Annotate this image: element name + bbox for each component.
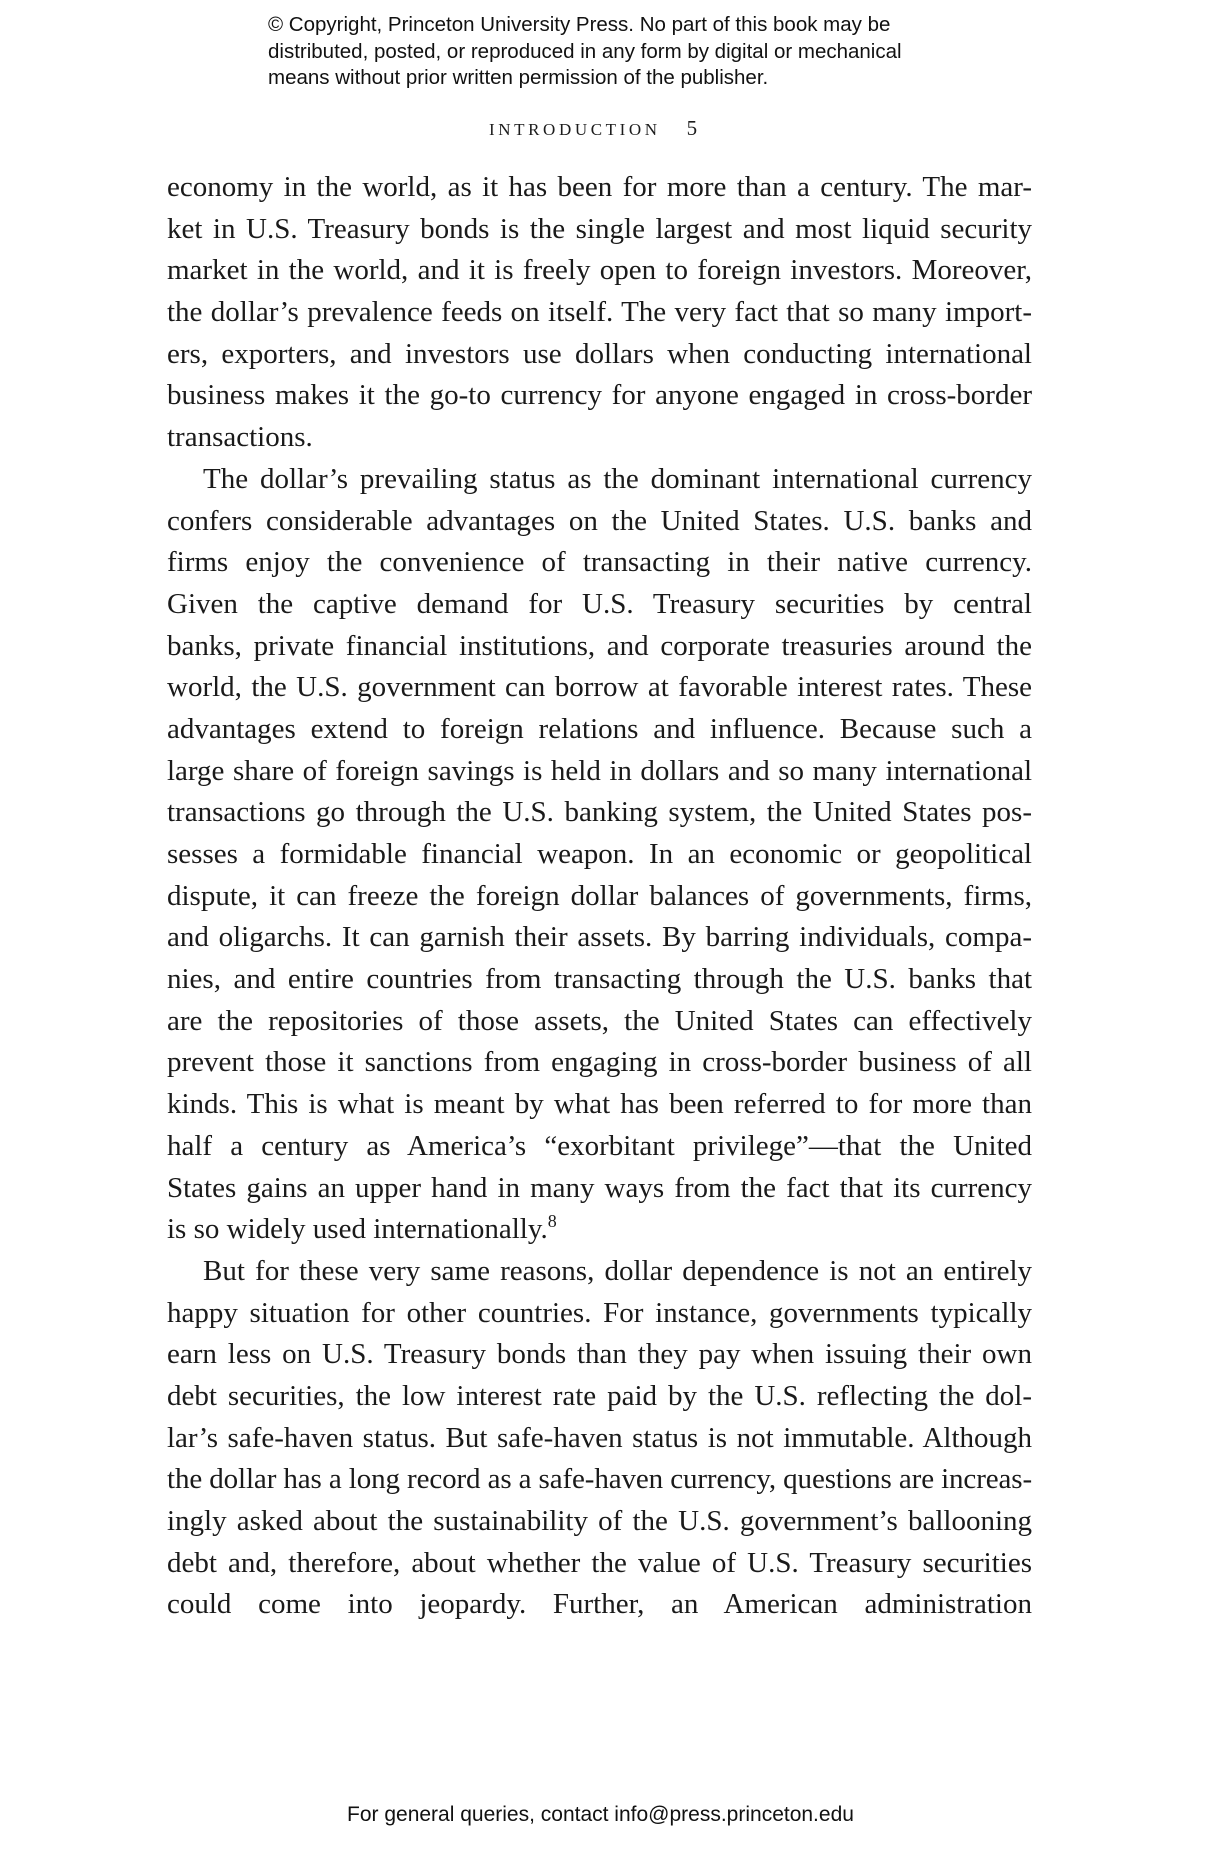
text-line: nies, and entire countries from transacting through the U.S. banks that [167, 963, 1032, 996]
text-line: The dollar’s prevailing status as the dominant international currency [203, 462, 1032, 495]
text-line: advantages extend to foreign relations and influence. Because such a [167, 712, 1032, 745]
text-line-content: is so widely used internationally. [167, 1213, 548, 1246]
paragraph-2 [167, 459, 1032, 1251]
text-line: transactions. [167, 421, 313, 454]
text-line: the dollar’s prevalence feeds on itself. The very fact that so many import- [167, 296, 1032, 329]
body-text [167, 167, 1032, 1626]
page-number: 5 [686, 116, 698, 140]
running-head [489, 116, 697, 140]
text-line: lar’s safe-haven status. But safe-haven status is not immutable. Although [167, 1421, 1032, 1454]
text-line: half a century as America’s “exorbitant privilege”—that the United [167, 1129, 1032, 1162]
text-line: are the repositories of those assets, the United States can effectively [167, 1004, 1032, 1037]
text-line: prevent those it sanctions from engaging in cross-border business of all [167, 1046, 1032, 1079]
copyright-line: means without prior written permission of the publisher. [268, 66, 769, 90]
text-line: happy situation for other countries. For instance, governments typically [167, 1296, 1032, 1329]
text-line: transactions go through the U.S. banking system, the United States pos- [167, 796, 1032, 829]
text-line: dispute, it can freeze the foreign dollar balances of governments, firms, [167, 879, 1032, 912]
text-line: ingly asked about the sustainability of the U.S. government’s ballooning [167, 1505, 1032, 1537]
text-line: business makes it the go-to currency for anyone engaged in cross-border [167, 379, 1032, 412]
text-line: debt securities, the low interest rate paid by the U.S. reflecting the dol- [167, 1379, 1032, 1412]
text-line: the dollar has a long record as a safe-haven currency, questions are increas- [167, 1463, 1032, 1496]
copyright-line: © Copyright, Princeton University Press. No part of this book may be [268, 13, 891, 36]
text-line: earn less on U.S. Treasury bonds than they pay when issuing their own [167, 1338, 1032, 1371]
text-line: could come into jeopardy. Further, an American administration [167, 1588, 1032, 1621]
text-line: Given the captive demand for U.S. Treasury securities by central [167, 587, 1032, 620]
text-line: But for these very same reasons, dollar dependence is not an entirely [203, 1254, 1032, 1287]
text-line: and oligarchs. It can garnish their assets. By barring individuals, compa- [167, 921, 1032, 954]
footer-contact: For general queries, contact info@press.princeton.edu [347, 1803, 854, 1826]
footnote-reference[interactable]: 8 [547, 1211, 557, 1232]
text-line: States gains an upper hand in many ways from the fact that its currency [167, 1171, 1032, 1204]
copyright-notice [268, 12, 988, 92]
text-line: debt and, therefore, about whether the value of U.S. Treasury securities [167, 1546, 1032, 1579]
text-line: ers, exporters, and investors use dollars when conducting international [167, 337, 1032, 370]
section-title: INTRODUCTION [489, 120, 661, 139]
text-line: sesses a formidable financial weapon. In an economic or geopolitical [167, 838, 1032, 870]
text-line: large share of foreign savings is held in dollars and so many international [167, 754, 1032, 787]
text-line: market in the world, and it is freely open to foreign investors. Moreover, [167, 254, 1032, 287]
text-line: banks, private financial institutions, and corporate treasuries around the [167, 629, 1032, 662]
paragraph-3 [167, 1251, 1032, 1626]
paragraph-1 [167, 167, 1032, 459]
text-line: economy in the world, as it has been for more than a century. The mar- [167, 171, 1032, 203]
text-line: kinds. This is what is meant by what has been referred to for more than [167, 1088, 1032, 1121]
text-line: firms enjoy the convenience of transacting in their native currency. [167, 546, 1032, 579]
text-line: ket in U.S. Treasury bonds is the single largest and most liquid security [167, 212, 1032, 245]
text-line [167, 1209, 1032, 1251]
text-line: world, the U.S. government can borrow at favorable interest rates. These [167, 671, 1032, 704]
text-line: confers considerable advantages on the United States. U.S. banks and [167, 504, 1032, 537]
copyright-line: distributed, posted, or reproduced in any form by digital or mechanical [268, 39, 902, 63]
